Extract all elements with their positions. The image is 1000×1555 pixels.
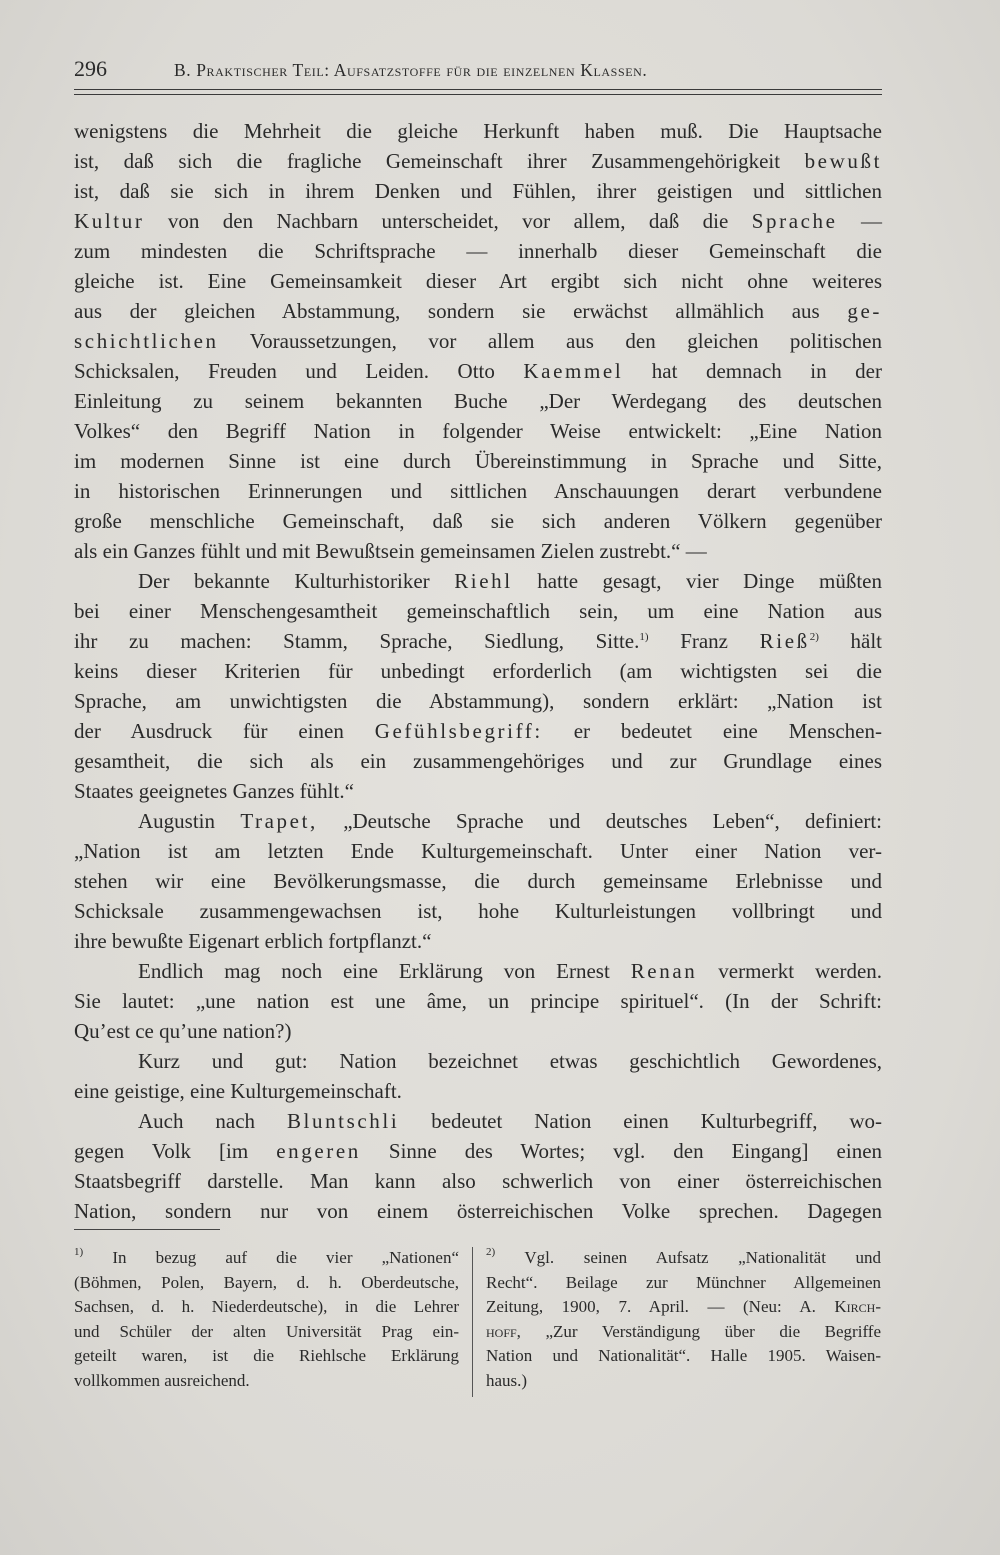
text-line: Augustin Trapet, „Deutsche Sprache und deutsches Leben“, definiert: [138, 809, 883, 833]
text-line: große menschliche Gemeinschaft, daß sie sich anderen Völkern gegenüber [74, 509, 882, 533]
running-title: B. Praktischer Teil: Aufsatzstoffe für die einzelnen Klassen. [174, 60, 648, 80]
text-line: ist, daß sich die fragliche Gemeinschaft ihrer Zusammengehörigkeit bewußt [74, 149, 882, 173]
text-line: als ein Ganzes fühlt und mit Bewußtsein gemeinsamen Zielen zustrebt.“ — [74, 539, 707, 563]
text-line: Endlich mag noch eine Erklärung von Ernest Renan vermerkt werden. [138, 959, 883, 983]
text-line: gegen Volk [im engeren Sinne des Wortes; vgl. den Eingang] einen [74, 1139, 883, 1163]
footnote-marker: 1) [74, 1246, 84, 1258]
text-line: Einleitung zu seinem bekannten Buche „Der Werdegang des deutschen [74, 389, 882, 413]
footnote-line: haus.) [486, 1370, 528, 1390]
footnote-line: $^{1)}$ In bezug auf die vier „Nationen“ [74, 1246, 460, 1267]
text-line: Sprache, am unwichtigsten die Abstammung), sondern erklärt: „Nation ist [74, 689, 882, 713]
footnote-line: $^{2)}$ Vgl. seinen Aufsatz „Nationalität und [486, 1246, 881, 1267]
footnote-line: geteilt waren, ist die Riehlsche Erklärung [74, 1346, 459, 1366]
text-line: gleiche ist. Eine Gemeinsamkeit dieser Art ergibt sich nicht ohne weiteres [74, 269, 882, 293]
text-line: Sie lautet: „une nation est une âme, un principe spirituel“. (In der Schrift: [74, 989, 882, 1013]
text-line: Kultur von den Nachbarn unterscheidet, vor allem, daß die Sprache — [74, 209, 882, 233]
text-line: wenigstens die Mehrheit die gleiche Herkunft haben muß. Die Hauptsache [74, 119, 882, 143]
text-line: eine geistige, eine Kulturgemeinschaft. [74, 1079, 402, 1103]
text-line: Kurz und gut: Nation bezeichnet etwas geschichtlich Gewordenes, [138, 1049, 882, 1073]
text-line: bei einer Menschengesamtheit gemeinschaftlich sein, um eine Nation aus [74, 599, 882, 623]
footnote-column-divider [472, 1247, 473, 1397]
text-line: schichtlichen Voraussetzungen, vor allem aus den gleichen politischen [74, 329, 882, 353]
text-line: Auch nach Bluntschli bedeutet Nation einen Kulturbegriff, wo- [138, 1109, 883, 1133]
text-line: in historischen Erinnerungen und sittlichen Anschauungen derart verbundene [74, 479, 882, 503]
text-line: zum mindesten die Schriftsprache — innerhalb dieser Gemeinschaft die [74, 239, 882, 263]
footnote-marker: 2) [486, 1246, 496, 1258]
footnote-line: hoff, „Zur Verständigung über die Begriffe [486, 1321, 882, 1341]
text-line: ihr zu machen: Stamm, Sprache, Siedlung, Sitte.$^{1)}$ Franz Rieß$^{2)}$ hält [74, 629, 883, 653]
page-number: 296 [74, 56, 107, 81]
text-line: Schicksale zusammengewachsen ist, hohe Kulturleistungen vollbringt und [74, 899, 882, 923]
text-line: keins dieser Kriterien für unbedingt erforderlich (am wichtigsten sei die [74, 659, 882, 683]
text-line: Schicksalen, Freuden und Leiden. Otto Kaemmel hat demnach in der [74, 359, 882, 383]
footnote-line: Sachsen, d. h. Niederdeutsche), in die Lehrer [74, 1297, 459, 1317]
footnote-line: Recht“. Beilage zur Münchner Allgemeinen [486, 1272, 881, 1292]
text-line: im modernen Sinne ist eine durch Übereinstimmung in Sprache und Sitte, [74, 449, 882, 473]
footnote-1 [74, 1246, 459, 1394]
text-line: der Ausdruck für einen Gefühlsbegriff: er bedeutet eine Menschen- [74, 719, 882, 743]
text-line: Qu’est ce qu’une nation?) [74, 1019, 292, 1043]
text-line: aus der gleichen Abstammung, sondern sie erwächst allmählich aus ge- [74, 299, 883, 323]
footnote-line: Nation und Nationalität“. Halle 1905. Waisen- [486, 1346, 881, 1366]
text-line: Volkes“ den Begriff Nation in folgender Weise entwickelt: „Eine Nation [74, 419, 882, 443]
text-line: „Nation ist am letzten Ende Kulturgemeinschaft. Unter einer Nation ver- [74, 839, 882, 863]
footnote-line: vollkommen ausreichend. [74, 1370, 250, 1390]
footnote-line: (Böhmen, Polen, Bayern, d. h. Oberdeutsche, [74, 1272, 459, 1292]
text-line: Der bekannte Kulturhistoriker Riehl hatte gesagt, vier Dinge müßten [138, 569, 883, 593]
footnote-line: und Schüler der alten Universität Prag ein- [74, 1321, 459, 1341]
text-line: Staates geeignetes Ganzes fühlt.“ [74, 779, 354, 803]
footnote-ref: 1) [639, 631, 649, 643]
page-header [74, 56, 882, 88]
footnote-2 [486, 1246, 881, 1394]
header-rule-bottom [74, 94, 882, 95]
header-rule-top [74, 89, 882, 90]
footnote-ref: 2) [809, 631, 819, 643]
text-line: gesamtheit, die sich als ein zusammengehöriges und zur Grundlage eines [74, 749, 882, 773]
text-line: stehen wir eine Bevölkerungsmasse, die durch gemeinsame Erlebnisse und [74, 869, 882, 893]
text-line: Staatsbegriff darstelle. Man kann also schwerlich von einer österreichischen [74, 1169, 882, 1193]
footnote-rule [74, 1229, 220, 1230]
text-line: Nation, sondern nur von einem österreichischen Volke sprechen. Dagegen [74, 1199, 882, 1223]
text-line: ihre bewußte Eigenart erblich fortpflanzt.“ [74, 929, 432, 953]
body-text [74, 116, 882, 1226]
text-line: ist, daß sie sich in ihrem Denken und Fühlen, ihrer geistigen und sittlichen [74, 179, 882, 203]
footnote-line: Zeitung, 1900, 7. April. — (Neu: A. Kirch- [486, 1297, 882, 1317]
